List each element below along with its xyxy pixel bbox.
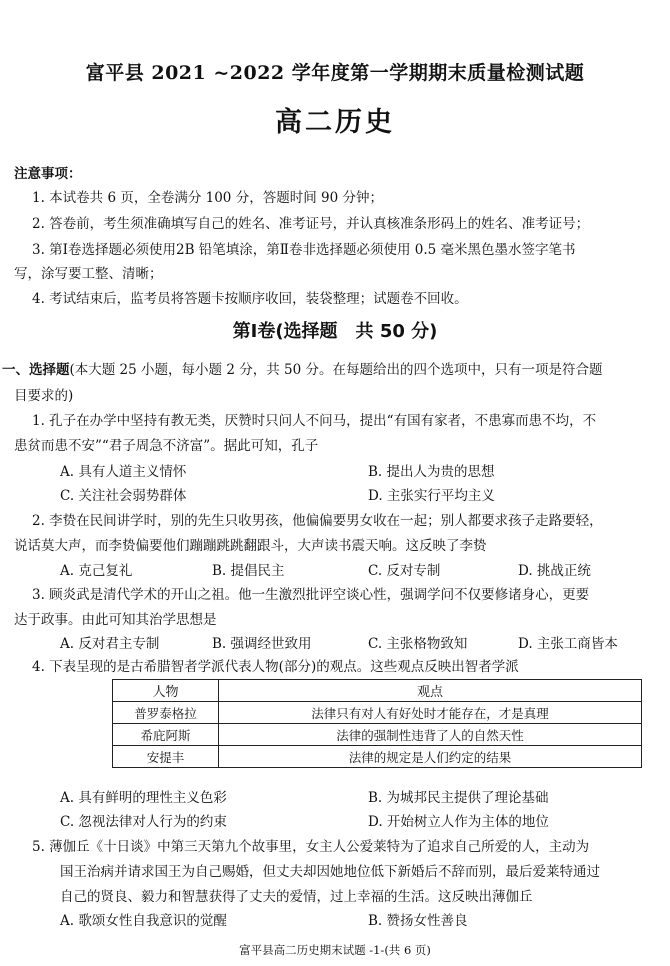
q1-stem-1: 1. 孔子在办学中坚持有教无类，厌赞时只问人不问马，提出“有国有家者，不患寡而患不均，不 xyxy=(32,413,597,429)
q1-option-b: B. 提出人为贵的思想 xyxy=(368,464,495,480)
table-cell-person: 安提丰 xyxy=(113,746,219,768)
q5-stem-2: 国王治病并请求国王为自己赐婚，但丈夫却因她地位低下新婚后不辞而别，最后爱莱特通过 xyxy=(60,864,600,880)
q1-stem-2: 患贫而患不安”“君子周急不济富”。据此可知，孔子 xyxy=(14,438,319,454)
table-cell-view: 法律只有对人有好处时才能存在，才是真理 xyxy=(219,702,642,724)
section-heading: 第Ⅰ卷(选择题 共 50 分) xyxy=(232,321,438,342)
q5-stem-1: 5. 薄伽丘《十日谈》中第三天第九个故事里，女主人公爱莱特为了追求自己所爱的人，主动为 xyxy=(32,839,590,855)
page-footer: 富平县高二历史期末试题 -1-(共 6 页) xyxy=(239,943,431,957)
table-row xyxy=(113,746,642,768)
q2-stem-1: 2. 李贽在民间讲学时，别的先生只收男孩，他偏偏要男女收在一起；别人都要求孩子走路要轻， xyxy=(32,513,603,529)
section-label: 一、选择题 xyxy=(2,362,70,378)
table-header-person: 人物 xyxy=(113,680,219,702)
q1-option-d: D. 主张实行平均主义 xyxy=(368,488,495,504)
q5-stem-3: 自己的贤良、毅力和智慧获得了丈夫的爱情，过上幸福的生活。这反映出薄伽丘 xyxy=(60,889,533,905)
notice-item-3: 3. 第Ⅰ卷选择题必须使用2B 铅笔填涂，第Ⅱ卷非选择题必须使用 0.5 毫米黑色墨水签字笔书 xyxy=(32,242,576,258)
q2-option-c: C. 反对专制 xyxy=(368,563,441,579)
q4-option-c: C. 忽视法律对人行为的约束 xyxy=(60,814,227,830)
q2-option-b: B. 提倡民主 xyxy=(212,563,285,579)
q4-option-d: D. 开始树立人作为主体的地位 xyxy=(368,814,549,830)
notice-heading: 注意事项： xyxy=(14,166,82,182)
q4-stem: 4. 下表呈现的是古希腊智者学派代表人物(部分)的观点。这些观点反映出智者学派 xyxy=(32,659,519,675)
q5-option-b: B. 赞扬女性善良 xyxy=(368,913,468,929)
notice-item-1: 1. 本试卷共 6 页，全卷满分 100 分，答题时间 90 分钟； xyxy=(32,190,383,206)
q4-option-b: B. 为城邦民主提供了理论基础 xyxy=(368,790,549,806)
table-cell-person: 普罗泰格拉 xyxy=(113,702,219,724)
q3-option-d: D. 主张工商皆本 xyxy=(518,636,618,652)
section-intro-cont: 目要求的) xyxy=(14,388,74,404)
notice-item-2: 2. 答卷前，考生须准确填写自己的姓名、准考证号，并认真核准条形码上的姓名、准考证号； xyxy=(32,216,590,232)
subject-title: 高二历史 xyxy=(275,107,395,138)
section-intro-text: (本大题 25 小题，每小题 2 分，共 50 分。在每题给出的四个选项中，只有一项是符合题 xyxy=(69,362,603,378)
q2-stem-2: 说话莫大声，而李贽偏要他们蹦蹦跳跳翻跟斗，大声读书震天响。这反映了李贽 xyxy=(14,538,487,554)
q2-option-a: A. 克己复礼 xyxy=(60,563,133,579)
table-header-row xyxy=(113,680,642,702)
q3-stem-1: 3. 顾炎武是清代学术的开山之祖。他一生激烈批评空谈心性，强调学问不仅要修诸身心，更要 xyxy=(32,587,590,603)
q3-stem-2: 达于政事。由此可知其治学思想是 xyxy=(14,612,217,628)
table-row xyxy=(113,702,642,724)
table-row xyxy=(113,724,642,746)
table-cell-view: 法律的规定是人们约定的结果 xyxy=(219,746,642,768)
q3-option-a: A. 反对君主专制 xyxy=(60,636,160,652)
notice-item-4: 4. 考试结束后，监考员将答题卡按顺序收回，装袋整理；试题卷不回收。 xyxy=(32,291,468,307)
section-intro xyxy=(2,358,602,378)
table-cell-person: 希庇阿斯 xyxy=(113,724,219,746)
table-header-view: 观点 xyxy=(219,680,642,702)
q2-option-d: D. 挑战正统 xyxy=(518,563,591,579)
q4-views-table xyxy=(112,679,642,768)
q1-option-c: C. 关注社会弱势群体 xyxy=(60,488,187,504)
q4-option-a: A. 具有鲜明的理性主义色彩 xyxy=(60,790,227,806)
q3-option-c: C. 主张格物致知 xyxy=(368,636,468,652)
q5-option-a: A. 歌颂女性自我意识的觉醒 xyxy=(60,913,227,929)
exam-title: 富平县 2021 ~2022 学年度第一学期期末质量检测试题 xyxy=(85,62,585,84)
q1-option-a: A. 具有人道主义情怀 xyxy=(60,464,187,480)
table-cell-view: 法律的强制性违背了人的自然天性 xyxy=(219,724,642,746)
notice-item-3-cont: 写，涂写要工整、清晰； xyxy=(14,266,163,282)
q3-option-b: B. 强调经世致用 xyxy=(212,636,312,652)
